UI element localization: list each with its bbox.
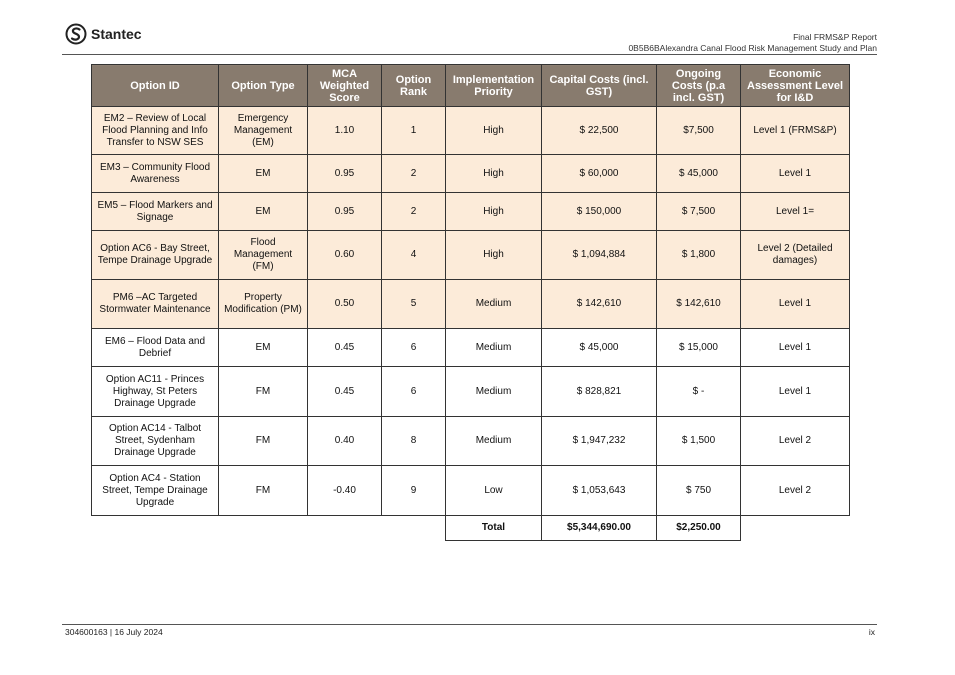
capital-cost-cell: $ 45,000 — [542, 329, 657, 367]
column-header: Option Rank — [382, 65, 446, 107]
footer-divider — [62, 624, 877, 625]
total-ongoing-cost: $2,250.00 — [657, 516, 741, 541]
capital-cost-cell: $ 1,094,884 — [542, 231, 657, 280]
priority-cell: High — [446, 231, 542, 280]
ongoing-cost-cell: $ 1,500 — [657, 417, 741, 466]
economic-level-cell: Level 1 — [741, 280, 850, 329]
option-type-cell: EM — [219, 193, 308, 231]
option-type-cell: FM — [219, 417, 308, 466]
economic-level-cell: Level 2 (Detailed damages) — [741, 231, 850, 280]
mca-score-cell: 0.50 — [308, 280, 382, 329]
capital-cost-cell: $ 828,821 — [542, 367, 657, 417]
option-id-cell: PM6 –AC Targeted Stormwater Maintenance — [92, 280, 219, 329]
economic-level-cell: Level 1= — [741, 193, 850, 231]
report-subtitle: 0B5B6BAlexandra Canal Flood Risk Management Study and Plan — [628, 43, 877, 53]
column-header: Economic Assessment Level for I&D — [741, 65, 850, 107]
option-type-cell: Property Modification (PM) — [219, 280, 308, 329]
mca-score-cell: -0.40 — [308, 466, 382, 516]
economic-level-cell: Level 1 — [741, 329, 850, 367]
rank-cell: 9 — [382, 466, 446, 516]
capital-cost-cell: $ 1,053,643 — [542, 466, 657, 516]
total-capital-cost: $5,344,690.00 — [542, 516, 657, 541]
footer-document-info: 304600163 | 16 July 2024 — [65, 627, 163, 637]
priority-cell: Medium — [446, 280, 542, 329]
rank-cell: 1 — [382, 107, 446, 155]
option-type-cell: EM — [219, 155, 308, 193]
option-type-cell: FM — [219, 367, 308, 417]
ongoing-cost-cell: $ 1,800 — [657, 231, 741, 280]
table-row — [92, 107, 850, 155]
table-row — [92, 417, 850, 466]
logo-text: Stantec — [91, 26, 142, 42]
header-divider — [62, 54, 877, 55]
priority-cell: High — [446, 107, 542, 155]
total-row — [92, 516, 850, 541]
economic-level-cell: Level 2 — [741, 466, 850, 516]
economic-level-cell: Level 1 (FRMS&P) — [741, 107, 850, 155]
ongoing-cost-cell: $ 142,610 — [657, 280, 741, 329]
ongoing-cost-cell: $7,500 — [657, 107, 741, 155]
ongoing-cost-cell: $ 45,000 — [657, 155, 741, 193]
column-header: Implementation Priority — [446, 65, 542, 107]
rank-cell: 5 — [382, 280, 446, 329]
option-type-cell: FM — [219, 466, 308, 516]
mca-score-cell: 0.40 — [308, 417, 382, 466]
option-id-cell: Option AC14 - Talbot Street, Sydenham Drainage Upgrade — [92, 417, 219, 466]
ongoing-cost-cell: $ - — [657, 367, 741, 417]
option-id-cell: Option AC6 - Bay Street, Tempe Drainage Upgrade — [92, 231, 219, 280]
table-row — [92, 193, 850, 231]
option-id-cell: Option AC11 - Princes Highway, St Peters Drainage Upgrade — [92, 367, 219, 417]
rank-cell: 8 — [382, 417, 446, 466]
table-row — [92, 466, 850, 516]
rank-cell: 2 — [382, 155, 446, 193]
option-id-cell: EM6 – Flood Data and Debrief — [92, 329, 219, 367]
option-type-cell: Emergency Management (EM) — [219, 107, 308, 155]
rank-cell: 6 — [382, 367, 446, 417]
option-id-cell: Option AC4 - Station Street, Tempe Drainage Upgrade — [92, 466, 219, 516]
total-label: Total — [446, 516, 542, 541]
mca-score-cell: 0.95 — [308, 193, 382, 231]
mca-score-cell: 1.10 — [308, 107, 382, 155]
mca-score-cell: 0.45 — [308, 367, 382, 417]
table-row — [92, 231, 850, 280]
rank-cell: 4 — [382, 231, 446, 280]
option-id-cell: EM3 – Community Flood Awareness — [92, 155, 219, 193]
table-row — [92, 329, 850, 367]
capital-cost-cell: $ 142,610 — [542, 280, 657, 329]
option-type-cell: Flood Management (FM) — [219, 231, 308, 280]
capital-cost-cell: $ 1,947,232 — [542, 417, 657, 466]
rank-cell: 6 — [382, 329, 446, 367]
stantec-logo-icon — [65, 23, 87, 45]
economic-level-cell: Level 1 — [741, 155, 850, 193]
report-header — [628, 32, 877, 54]
mca-score-cell: 0.60 — [308, 231, 382, 280]
table-row — [92, 155, 850, 193]
table-row — [92, 367, 850, 417]
column-header: MCA Weighted Score — [308, 65, 382, 107]
capital-cost-cell: $ 60,000 — [542, 155, 657, 193]
column-header: Capital Costs (incl. GST) — [542, 65, 657, 107]
priority-cell: Medium — [446, 329, 542, 367]
mca-score-cell: 0.45 — [308, 329, 382, 367]
ongoing-cost-cell: $ 7,500 — [657, 193, 741, 231]
column-header: Option ID — [92, 65, 219, 107]
column-header: Ongoing Costs (p.a incl. GST) — [657, 65, 741, 107]
priority-cell: Low — [446, 466, 542, 516]
table-row — [92, 280, 850, 329]
stantec-logo — [65, 22, 142, 46]
priority-cell: High — [446, 155, 542, 193]
option-id-cell: EM5 – Flood Markers and Signage — [92, 193, 219, 231]
ongoing-cost-cell: $ 15,000 — [657, 329, 741, 367]
option-type-cell: EM — [219, 329, 308, 367]
report-title: Final FRMS&P Report — [793, 32, 877, 42]
column-header: Option Type — [219, 65, 308, 107]
priority-cell: High — [446, 193, 542, 231]
table-header-row — [92, 65, 850, 107]
capital-cost-cell: $ 150,000 — [542, 193, 657, 231]
economic-level-cell: Level 1 — [741, 367, 850, 417]
rank-cell: 2 — [382, 193, 446, 231]
page-number: ix — [868, 627, 875, 637]
capital-cost-cell: $ 22,500 — [542, 107, 657, 155]
mca-score-cell: 0.95 — [308, 155, 382, 193]
ongoing-cost-cell: $ 750 — [657, 466, 741, 516]
option-id-cell: EM2 – Review of Local Flood Planning and Info Transfer to NSW SES — [92, 107, 219, 155]
options-table — [91, 64, 850, 541]
priority-cell: Medium — [446, 367, 542, 417]
economic-level-cell: Level 2 — [741, 417, 850, 466]
priority-cell: Medium — [446, 417, 542, 466]
